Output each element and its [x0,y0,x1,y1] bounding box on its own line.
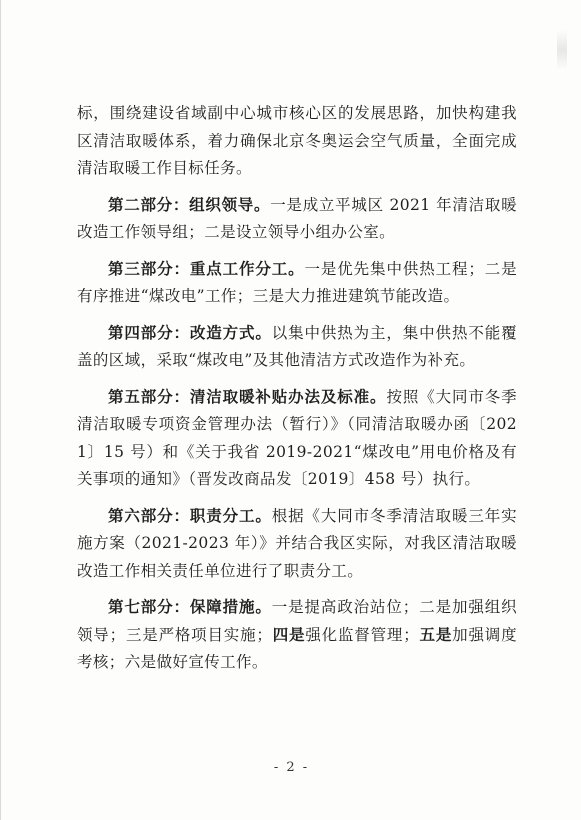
section-text: 一是优先集中供热工程；二是有序推进“煤改电”工作；三是大力推进建筑节能改造。 [77,259,517,305]
section-emphasis: 四是 [272,625,306,644]
section-paragraph [77,384,517,494]
section-text: 加强调度考核； [77,625,517,671]
section-paragraph [77,320,517,375]
section-text: 一是 [270,195,303,214]
section-paragraph [77,503,517,586]
section-text: 三是 [125,625,159,644]
section-heading: 第四部分：改造方式。 [108,323,272,342]
document-body [77,100,517,686]
section-heading: 第七部分：保障措施。 [108,598,272,616]
section-heading: 第五部分：清洁取暖补贴办法及标准。 [108,387,387,406]
section-text: 根据《大同市冬季清洁取暖三年实施方案（2021-2023 年）》并结合我区实际，对我区清洁取暖改造工作相关责任单位进行了职责分工。 [77,506,517,580]
section-text: 二是 [204,223,237,241]
section-text: 六是 [124,653,157,671]
section-heading: 第二部分：组织领导。 [108,195,271,214]
section-heading: 第三部分：重点工作分工。 [108,259,305,278]
section-emphasis: 五是 [419,625,453,644]
section-text: 成立平城区 2021 年清洁取暖改造工作领导组； [77,195,517,241]
section-text: 严格项目实施； [158,625,273,644]
section-text: 二是 [418,598,452,616]
section-text: 提高政治站位； [304,598,419,616]
page-number: - 2 - [273,760,310,775]
section-paragraph [77,192,517,247]
scan-edge-mark [557,30,567,70]
section-paragraph [77,594,517,677]
section-heading: 第六部分：职责分工。 [108,506,272,525]
continuation-paragraph: 标，围绕建设省域副中心城市核心区的发展思路，加快构建我区清洁取暖体系，着力确保北京冬奥运会空气质量，全面完成清洁取暖工作目标任务。 [77,104,517,177]
section-text: 设立领导小组办公室。 [236,223,396,241]
section-text: 做好宣传工作。 [156,653,268,671]
section-text: 按照《大同市冬季清洁取暖专项资金管理办法（暂行）》（同清洁取暖办函〔2021〕15 号）和《关于我省 2019-2021“煤改电”用电价格及有关事项的通知》（晋发改商品发〔2019〕458 号）执行。 [77,387,517,488]
section-text: 加强组织领导； [77,598,517,644]
section-text: 以集中供热为主，集中供热不能覆盖的区域，采取“煤改电”及其他清洁方式改造作为补充。 [77,323,517,369]
section-text: 强化监督管理； [305,625,420,644]
section-text: 一是 [271,598,305,616]
section-paragraph [77,256,517,311]
